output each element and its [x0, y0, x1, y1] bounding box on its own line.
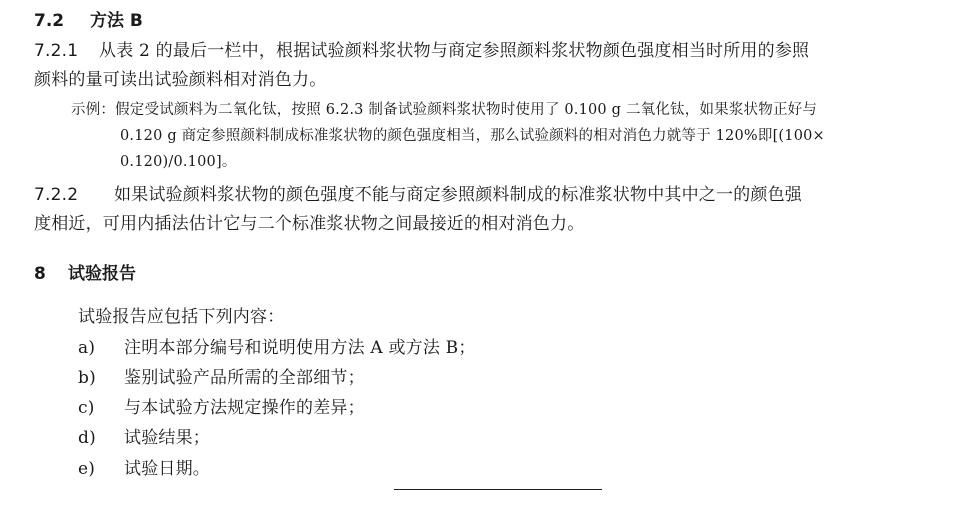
list-marker: c) [78, 398, 95, 418]
clause-text: 颜料的量可读出试验颜料相对消色力。 [34, 70, 327, 90]
list-marker: b) [78, 368, 96, 388]
example-line-2 [120, 124, 825, 145]
section-number: 8 [34, 264, 46, 284]
section-7-2-heading [34, 6, 143, 31]
example-line-3 [120, 150, 237, 171]
example-line-1 [71, 98, 817, 119]
example-label: 示例： [71, 102, 116, 118]
list-item-text: 与本试验方法规定操作的差异； [124, 398, 365, 418]
list-item [78, 423, 210, 448]
section-title: 方法 B [90, 11, 143, 31]
section-number: 7.2 [34, 11, 65, 31]
list-item [78, 393, 365, 418]
list-item-text: 试验日期。 [124, 459, 210, 479]
clause-7-2-1-line-1 [34, 36, 809, 61]
clause-text: 如果试验颜料浆状物的颜色强度不能与商定参照颜料制成的标准浆状物中其中之一的颜色强 [114, 185, 802, 205]
list-marker: a) [78, 338, 96, 358]
clause-text: 从表 2 的最后一栏中，根据试验颜料浆状物与商定参照颜料浆状物颜色强度相当时所用的参照 [99, 41, 810, 61]
report-intro [78, 302, 284, 327]
list-item [78, 454, 210, 479]
clause-number: 7.2.1 [34, 41, 79, 61]
section-title: 试验报告 [68, 264, 136, 284]
example-text: 0.120)/0.100]。 [120, 154, 237, 170]
clause-number: 7.2.2 [34, 185, 79, 205]
list-item-text: 鉴别试验产品所需的全部细节； [124, 368, 365, 388]
list-item-text: 试验结果； [124, 428, 210, 448]
list-marker: e) [78, 459, 96, 479]
report-intro-text: 试验报告应包括下列内容： [78, 307, 285, 327]
example-text: 0.120 g 商定参照颜料制成标准浆状物的颜色强度相当，那么试验颜料的相对消色力就等于 120%即[(100× [120, 128, 825, 144]
list-marker: d) [78, 428, 96, 448]
section-8-heading [34, 259, 136, 284]
clause-7-2-2-line-1 [34, 180, 802, 205]
list-item-text: 注明本部分编号和说明使用方法 A 或方法 B； [124, 338, 476, 358]
end-rule [394, 489, 602, 490]
clause-7-2-2-line-2 [34, 209, 584, 234]
example-text: 假定受试颜料为二氧化钛，按照 6.2.3 制备试验颜料浆状物时使用了 0.100 g 二氧化钛，如果浆状物正好与 [115, 102, 818, 118]
list-item [78, 363, 365, 388]
clause-text: 度相近，可用内插法估计它与二个标准浆状物之间最接近的相对消色力。 [34, 214, 585, 234]
clause-7-2-1-line-2 [34, 65, 326, 90]
list-item [78, 333, 476, 358]
